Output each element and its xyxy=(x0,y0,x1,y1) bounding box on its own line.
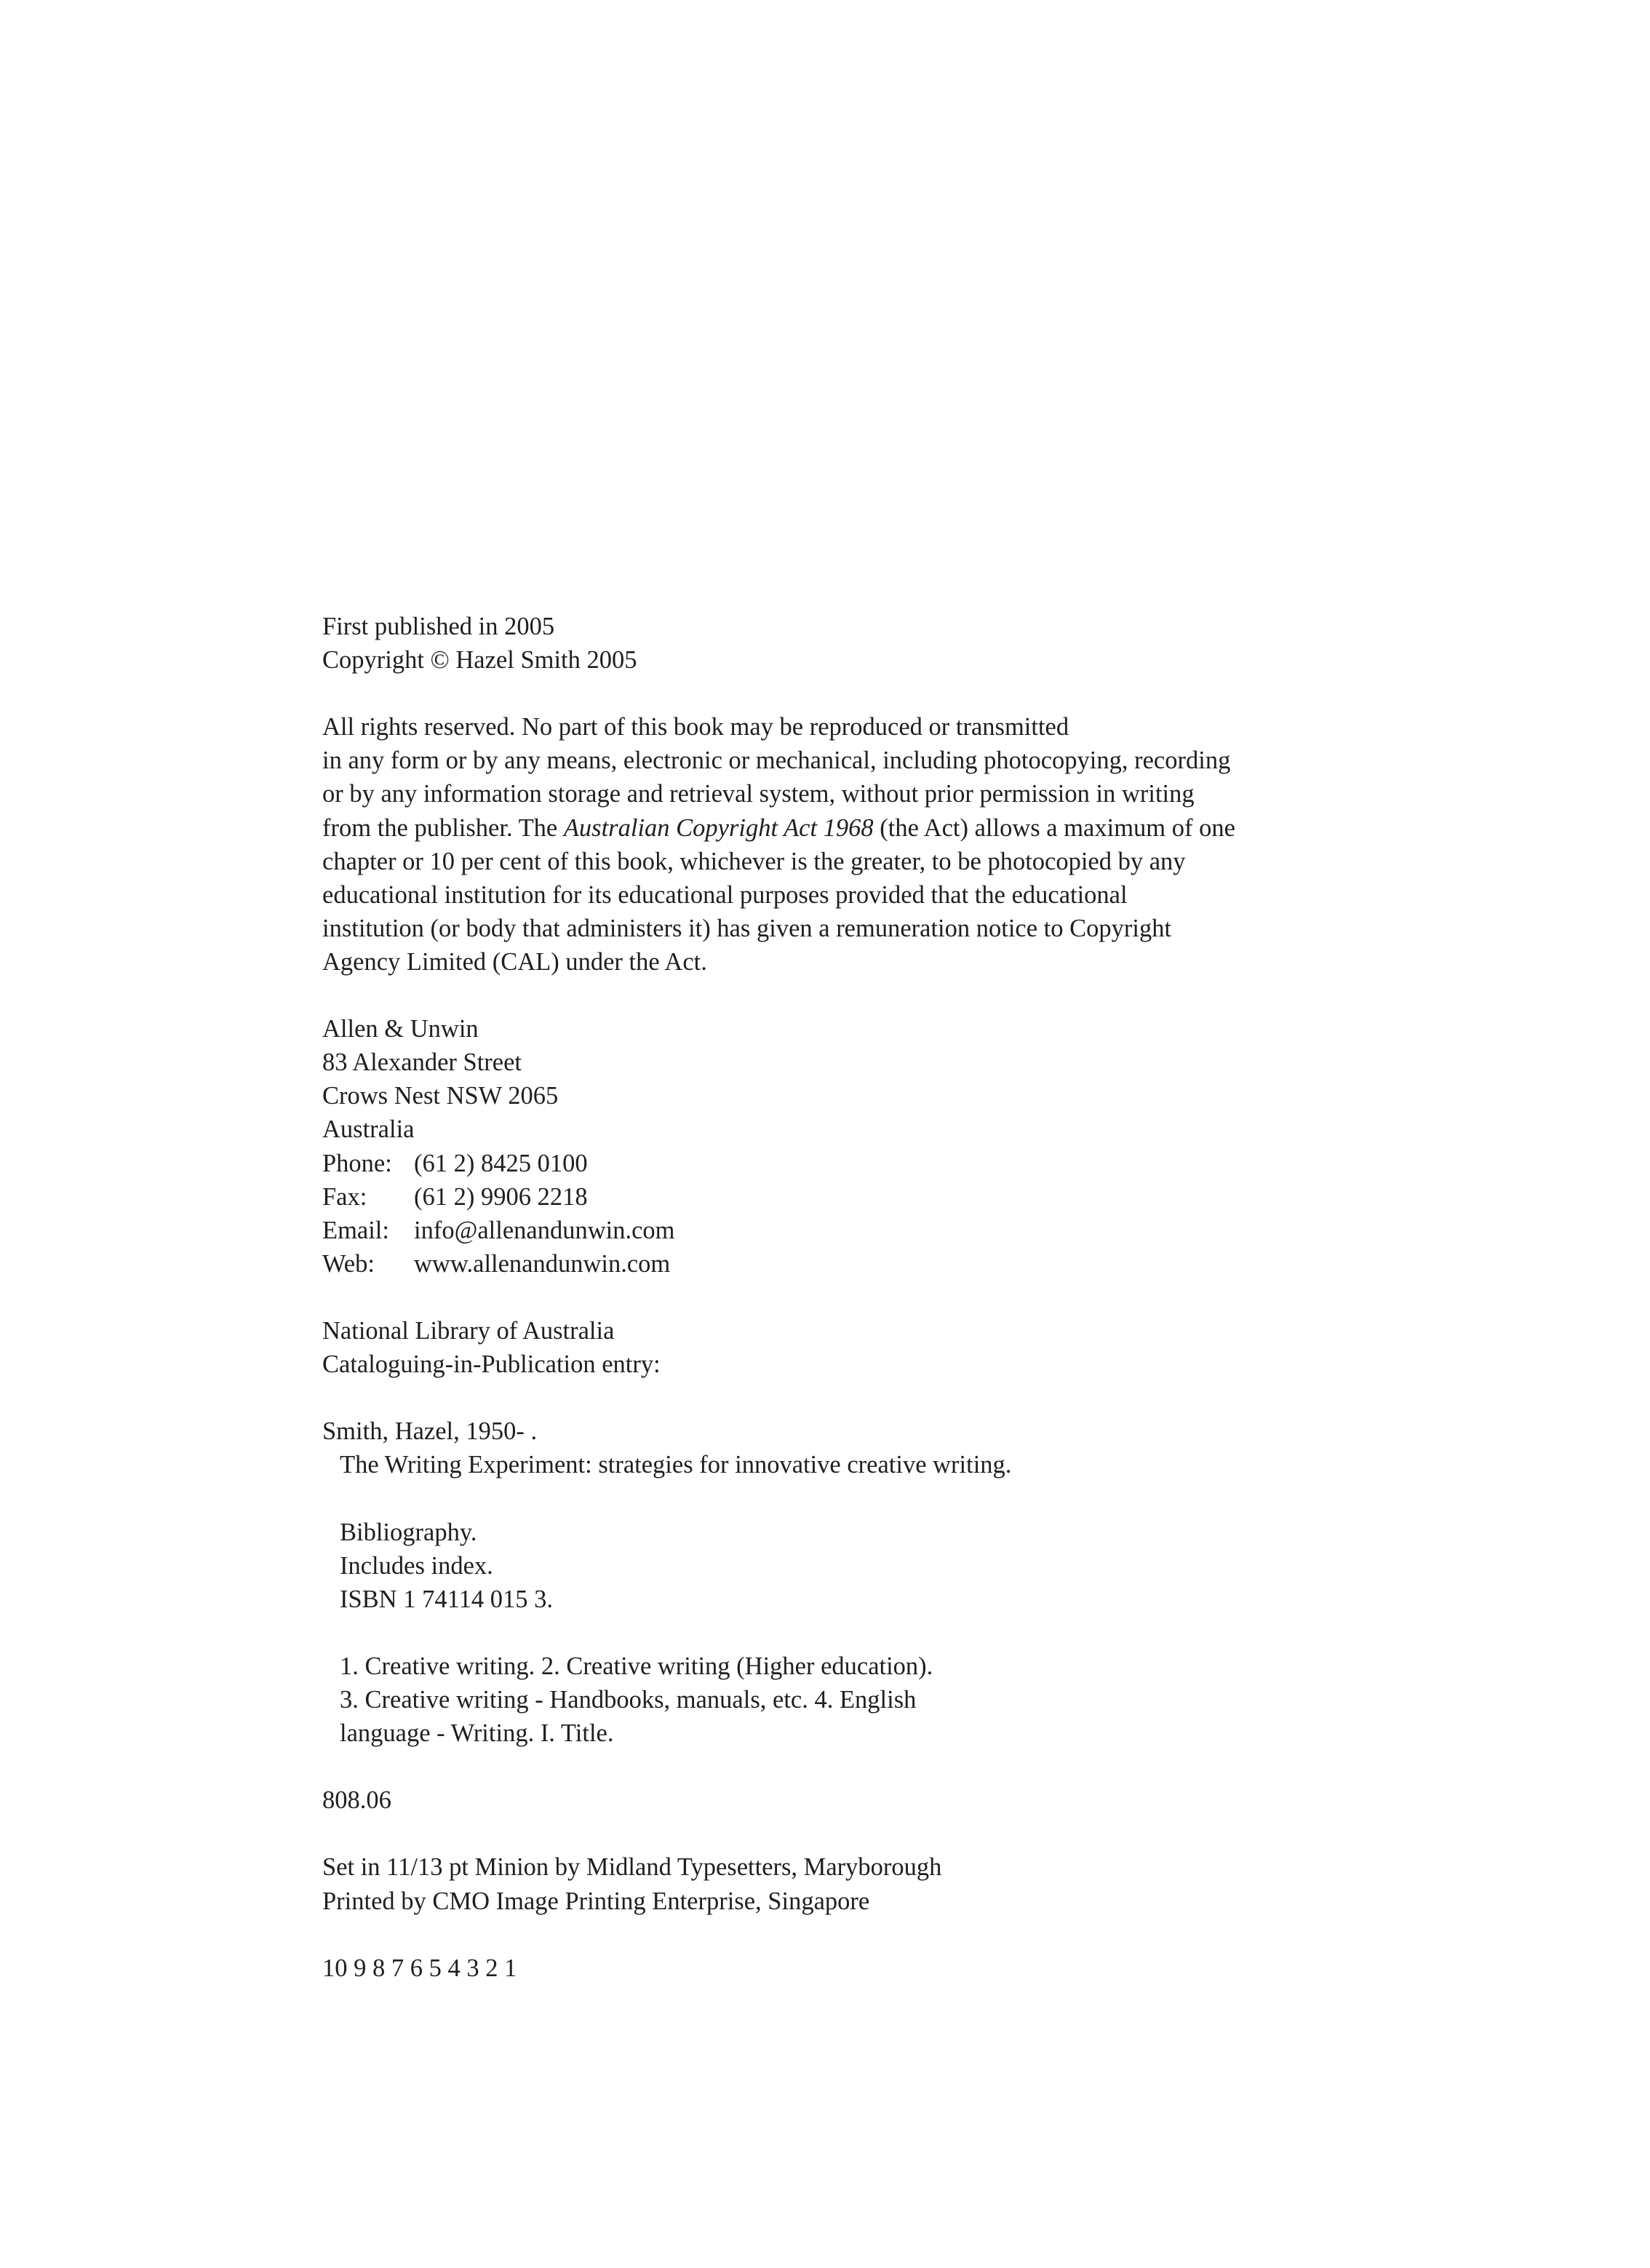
rights-statement xyxy=(322,710,1355,979)
rights-line: institution (or body that administers it) has given a remuneration notice to Copyright xyxy=(322,914,1172,942)
printer-credit: Printed by CMO Image Printing Enterprise, Singapore xyxy=(322,1887,870,1915)
publisher-country: Australia xyxy=(322,1115,415,1144)
publisher-address xyxy=(322,1012,1355,1281)
cip-heading: Cataloguing-in-Publication entry: xyxy=(322,1350,661,1379)
spacer xyxy=(322,1381,1355,1414)
rights-line xyxy=(322,811,1355,845)
spacer xyxy=(322,1481,1355,1515)
imprint-block xyxy=(322,610,1355,1985)
web-row xyxy=(322,1247,1355,1281)
rights-line: chapter or 10 per cent of this book, whichever is the greater, to be photocopied by any xyxy=(322,847,1186,875)
first-published: First published in 2005 xyxy=(322,613,555,640)
phone-value: (61 2) 8425 0100 xyxy=(414,1149,588,1177)
rights-line: Agency Limited (CAL) under the Act. xyxy=(322,947,707,976)
rights-text: from the publisher. The xyxy=(322,813,564,842)
act-title: Australian Copyright Act 1968 xyxy=(563,813,874,842)
rights-line: or by any information storage and retrieval system, without prior permission in writing xyxy=(322,780,1195,808)
spacer xyxy=(322,1817,1355,1850)
fax-label: Fax: xyxy=(322,1182,367,1211)
cip-isbn: ISBN 1 74114 015 3. xyxy=(340,1585,553,1613)
spacer xyxy=(322,1918,1355,1951)
cip-title: The Writing Experiment: strategies for innovative creative writing. xyxy=(340,1451,1012,1479)
spacer xyxy=(322,979,1355,1012)
email-label: Email: xyxy=(322,1216,389,1244)
rights-text: (the Act) allows a maximum of one xyxy=(873,813,1235,842)
web-value: www.allenandunwin.com xyxy=(414,1249,671,1278)
production-credits xyxy=(322,1850,1355,1984)
copyright-notice: Copyright © Hazel Smith 2005 xyxy=(322,646,637,675)
cip-library: National Library of Australia xyxy=(322,1316,615,1345)
cip-entry xyxy=(322,1314,1355,1817)
phone-row xyxy=(322,1147,1355,1180)
rights-line: All rights reserved. No part of this book may be reproduced or transmitted xyxy=(322,713,1069,741)
rights-line: in any form or by any means, electronic or mechanical, including photocopying, recording xyxy=(322,747,1231,775)
cip-author: Smith, Hazel, 1950- . xyxy=(322,1417,538,1446)
publisher-suburb: Crows Nest NSW 2065 xyxy=(322,1082,559,1110)
spacer xyxy=(322,1616,1355,1650)
cip-subjects: 3. Creative writing - Handbooks, manuals, etc. 4. English xyxy=(340,1686,917,1714)
publisher-street: 83 Alexander Street xyxy=(322,1049,522,1077)
spacer xyxy=(322,1281,1355,1314)
typeset-credit: Set in 11/13 pt Minion by Midland Typesetters, Maryborough xyxy=(322,1853,942,1882)
phone-label: Phone: xyxy=(322,1149,392,1177)
printing-line: 10 9 8 7 6 5 4 3 2 1 xyxy=(322,1954,517,1982)
fax-row xyxy=(322,1180,1355,1214)
cip-subjects: 1. Creative writing. 2. Creative writing (Higher education). xyxy=(340,1652,933,1680)
publisher-name: Allen & Unwin xyxy=(322,1015,479,1043)
spacer xyxy=(322,1750,1355,1783)
cip-subjects: language - Writing. I. Title. xyxy=(340,1719,614,1748)
fax-value: (61 2) 9906 2218 xyxy=(414,1182,588,1211)
email-row xyxy=(322,1214,1355,1247)
email-value: info@allenandunwin.com xyxy=(414,1216,675,1244)
web-label: Web: xyxy=(322,1249,375,1278)
cip-index: Includes index. xyxy=(340,1551,493,1580)
spacer xyxy=(322,677,1355,710)
dewey-number: 808.06 xyxy=(322,1786,391,1815)
rights-line: educational institution for its educational purposes provided that the educational xyxy=(322,880,1128,909)
cip-bibliography: Bibliography. xyxy=(340,1518,477,1546)
